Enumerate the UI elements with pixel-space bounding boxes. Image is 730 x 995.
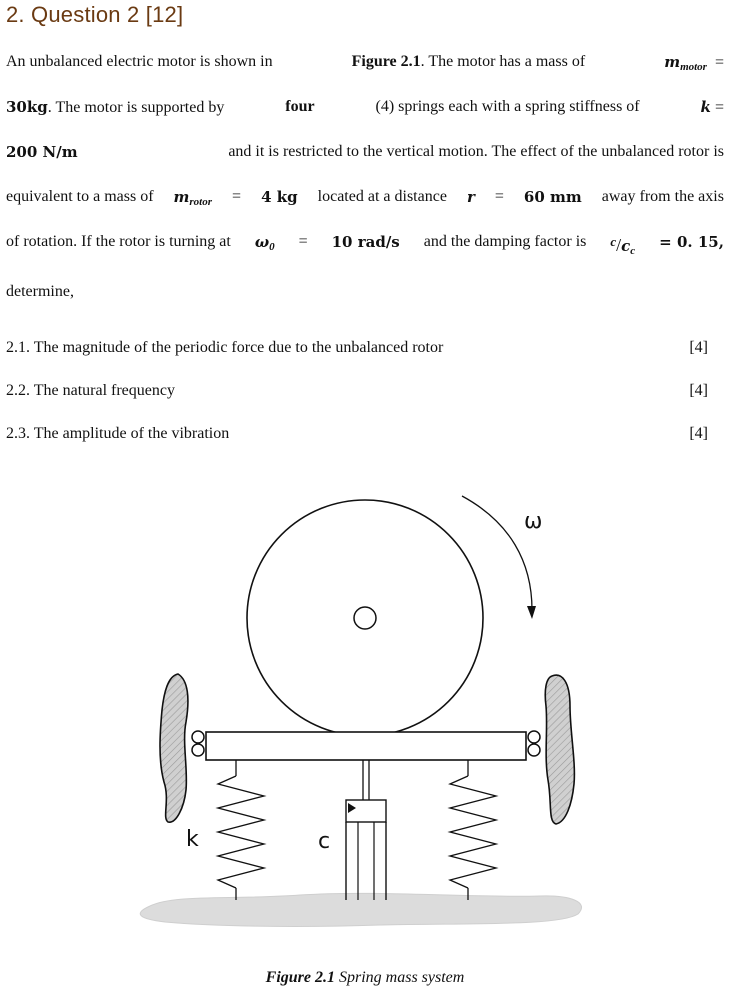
text-segment: An unbalanced electric motor is shown in [6, 53, 273, 70]
symbol-r: r [466, 188, 475, 206]
value-damping-factor: = 0. 15, [659, 233, 724, 251]
right-wall [545, 675, 574, 824]
marks-2-2: [4] [689, 382, 708, 399]
symbol-c: c [610, 234, 617, 249]
symbol-k: k [700, 98, 711, 116]
caption-text: Spring mass system [335, 969, 465, 986]
value-stiffness: 200 N/m [6, 143, 78, 161]
text-segment: equivalent to a mass of [6, 188, 154, 205]
paragraph-line-5: of rotation. If the rotor is turning at $\omega_0$ = 10 rad/s and the damping factor is $^c/c_c$ = 0. 15, [6, 232, 724, 261]
equals-sign: = [298, 233, 308, 250]
left-spring [218, 776, 264, 888]
text-segment: of rotation. If the rotor is turning at [6, 233, 231, 250]
text-segment: away from the axis [601, 188, 724, 205]
sub-question-2-1: 2.1. The magnitude of the periodic force due to the unbalanced rotor [6, 339, 444, 356]
symbol-omega-0: ω [254, 233, 270, 251]
right-spring [450, 776, 496, 888]
text-segment: and the damping factor is [423, 233, 587, 250]
symbol-subscript: motor [680, 61, 707, 73]
text-segment: and it is restricted to the vertical motion. The effect of the unbalanced rotor is [228, 143, 724, 160]
paragraph-line-3 [6, 142, 724, 162]
equals-sign: = [232, 188, 242, 205]
value-rotor-mass: 4 kg [261, 188, 298, 206]
equals-sign: = [714, 99, 724, 116]
question-heading: 2. Question 2 [12] [6, 2, 184, 27]
paragraph-line-2 [6, 97, 724, 118]
k-label: k [186, 827, 199, 852]
spring-mass-figure [0, 470, 730, 960]
right-roller-top [528, 731, 540, 743]
value-motor-mass: 30kg [6, 98, 48, 116]
symbol-subscript: rotor [189, 196, 213, 208]
symbol-m-motor: m [664, 53, 681, 71]
marks-2-3: [4] [689, 425, 708, 442]
text-segment: (4) springs each with a spring stiffness of [375, 98, 640, 115]
sub-question-2-3: 2.3. The amplitude of the vibration [6, 425, 230, 442]
sub-question-2-2: 2.2. The natural frequency [6, 382, 175, 399]
value-angular-speed: 10 rad/s [331, 233, 400, 251]
ground-base [140, 893, 581, 926]
rotation-arrowhead [527, 606, 536, 619]
equals-sign: = [714, 54, 724, 71]
paragraph-line-1 [6, 52, 724, 77]
value-distance: 60 mm [523, 188, 582, 206]
symbol-c-c: c [621, 237, 631, 255]
c-label: c [318, 829, 331, 854]
caption-label: Figure 2.1 [265, 969, 335, 986]
figure-caption [0, 969, 730, 987]
left-wall [160, 674, 188, 822]
equals-sign: = [494, 188, 504, 205]
motor-platform [206, 732, 526, 760]
left-roller-top [192, 731, 204, 743]
damper [346, 760, 386, 900]
symbol-subscript: 0 [269, 241, 275, 253]
rotor-axle [354, 607, 376, 629]
left-roller-bottom [192, 744, 204, 756]
paragraph-line-6: determine, [6, 283, 74, 300]
text-segment: located at a distance [317, 188, 447, 205]
marks-2-1: [4] [689, 339, 708, 356]
text-segment: . The motor is supported by [47, 99, 225, 116]
symbol-m-rotor: m [173, 188, 190, 206]
figure-reference: Figure 2.1 [351, 53, 421, 70]
text-segment: . The motor has a mass of [420, 53, 586, 70]
symbol-subscript: c [630, 245, 636, 257]
omega-label: ω [524, 509, 543, 534]
text-emphasis: four [285, 98, 315, 115]
paragraph-line-4 [6, 187, 724, 212]
right-roller-bottom [528, 744, 540, 756]
